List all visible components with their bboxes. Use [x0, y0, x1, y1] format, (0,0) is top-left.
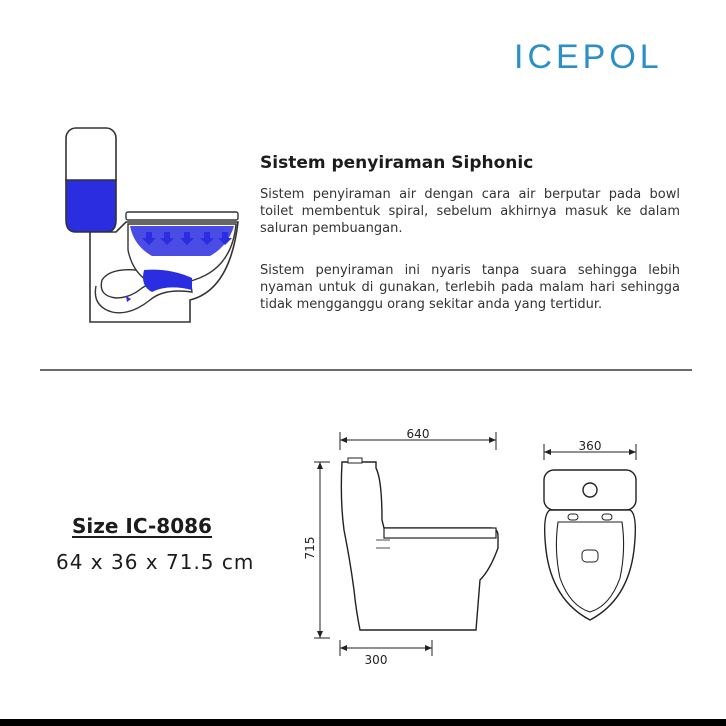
side-view-drawing: [300, 420, 520, 670]
bottom-bar: [0, 719, 726, 726]
model-dimensions: 64 x 36 x 71.5 cm: [56, 550, 255, 574]
toilet-cross-section-icon: [60, 120, 250, 335]
width-label: 640: [406, 427, 430, 441]
depth-label: 360: [578, 439, 602, 453]
model-size-title: Size IC-8086: [72, 514, 212, 538]
siphonic-title: Sistem penyiraman Siphonic: [260, 153, 534, 173]
top-view-drawing: [530, 430, 650, 630]
section-divider: [40, 369, 692, 371]
height-label: 715: [303, 536, 317, 560]
siphonic-benefit: Sistem penyiraman ini nyaris tanpa suara sehingga lebih nyaman untuk di gunakan, terlebih pada malam hari sehingga tidak mengganggu orang sekitar anda yang tertidur.: [260, 263, 680, 312]
rough-in-label: 300: [364, 653, 388, 667]
siphonic-description: Sistem penyiraman air dengan cara air berputar pada bowl toilet membentuk spiral, sebelum akhirnya masuk ke dalam saluran pembuangan.: [260, 187, 680, 236]
brand-logo: ICEPOL: [514, 38, 663, 76]
